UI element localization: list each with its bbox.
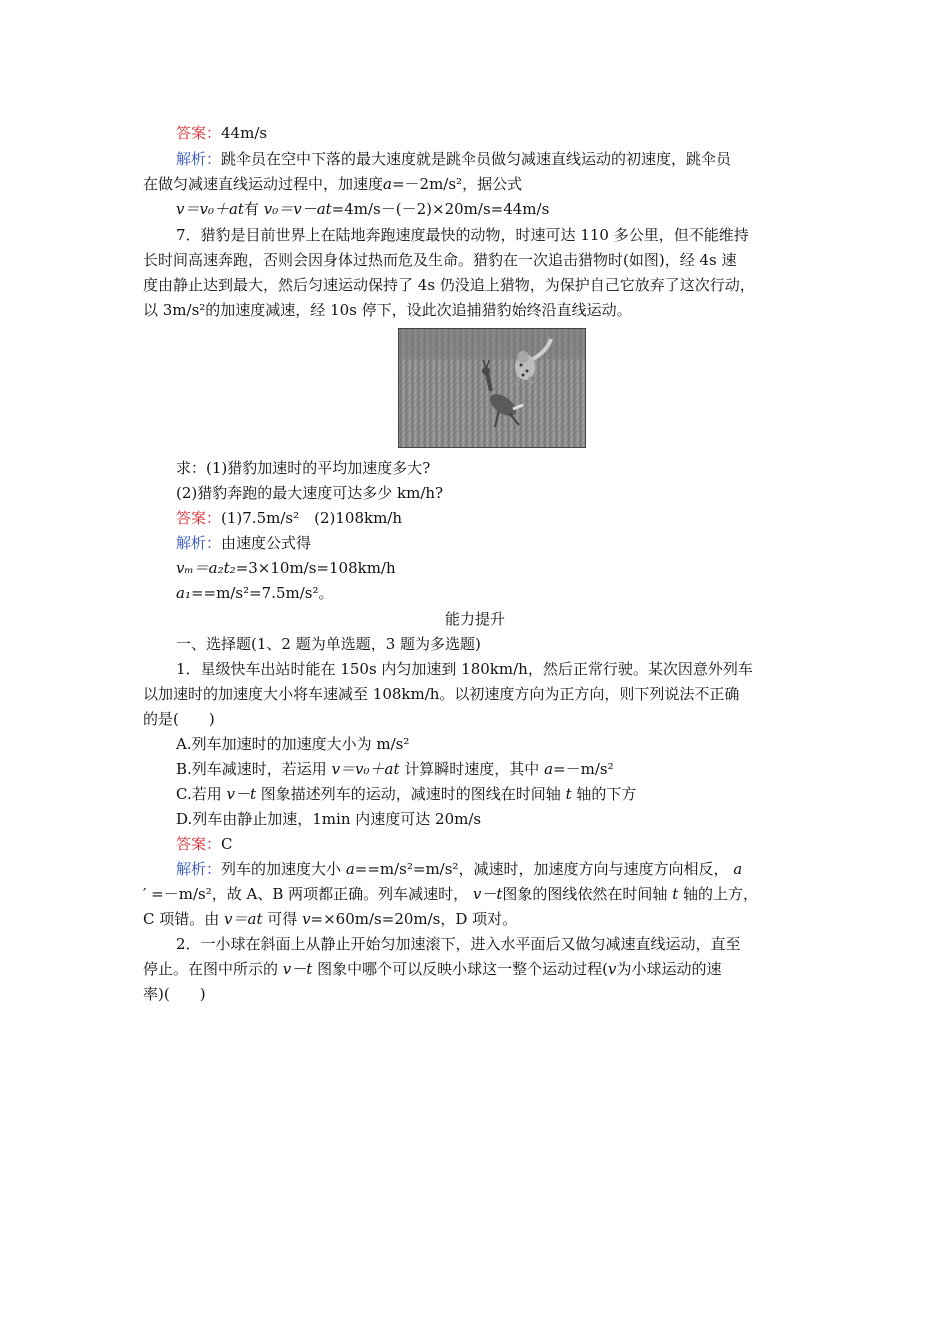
photo-illustration [399,329,585,447]
q6-analysis-line3: v＝v₀＋at有 v₀＝v－at=4m/s－(－2)×20m/s=44m/s [176,200,550,218]
q7-analysis-line1: 解析：由速度公式得 [176,534,312,552]
q7-line3: 度由静止达到最大，然后匀速运动保持了 4s 仍没追上猎物，为保护自己它放弃了这次行动， [143,276,755,294]
p2-line2: 停止。在图中所示的 v－t 图象中哪个可以反映小球这一整个运动过程(v为小球运动的速 [143,960,722,978]
p1-option-d: D.列车由静止加速，1min 内速度可达 20m/s [176,810,482,828]
q7-line2: 长时间高速奔跑，否则会因身体过热而危及生命。猎豹在一次追击猎物时(如图)，经 4s 速 [143,251,737,269]
p1-line3: 的是( ) [143,710,215,728]
p1-analysis-line2: ′ =－m/s²，故 A、B 两项都正确。列车减速时， v－t图象的图线依然在时间轴 t 轴的上方， [143,885,759,903]
answer-label: 答案： [176,835,222,853]
q7-answer [176,506,402,530]
q7-line1: 7．猎豹是目前世界上在陆地奔跑速度最快的动物，时速可达 110 多公里，但不能维持 [176,226,749,244]
analysis-label: 解析： [176,150,222,168]
cheetah-chasing-gazelle-photo [398,328,586,448]
q6-analysis-line2: 在做匀减速直线运动过程中，加速度a=－2m/s²，据公式 [143,175,523,193]
q7-analysis-line2: vₘ＝a₂t₂=3×10m/s=108km/h [176,559,396,577]
q7-analysis-line3: a₁==m/s²=7.5m/s²。 [176,584,334,602]
q7-sub2: (2)猎豹奔跑的最大速度可达多少 km/h? [176,484,444,502]
p1-line2: 以加速时的加速度大小将车速减至 108km/h。以初速度方向为正方向，则下列说法不正确 [143,685,740,703]
p1-option-b: B.列车减速时，若运用 v＝v₀＋at 计算瞬时速度，其中 a=－m/s² [176,760,614,778]
section-title: 能力提升 [444,610,505,628]
answer-label: 答案： [176,124,222,142]
p2-line3: 率)( ) [143,985,206,1003]
q6-analysis-line1: 解析：跳伞员在空中下落的最大速度就是跳伞员做匀减速直线运动的初速度，跳伞员 [176,150,732,168]
q7-line4: 以 3m/s²的加速度减速，经 10s 停下，设此次追捕猎豹始终沿直线运动。 [143,301,632,319]
q6-answer [176,121,267,145]
analysis-label: 解析： [176,860,222,878]
part1-header: 一、选择题(1、2 题为单选题，3 题为多选题) [176,635,481,653]
answer-label: 答案： [176,509,222,527]
analysis-label: 解析： [176,534,222,552]
p1-line1: 1．星级快车出站时能在 150s 内匀加速到 180km/h，然后正常行驶。某次因意外列车 [176,660,753,678]
q7-sub1: 求：(1)猎豹加速时的平均加速度多大? [176,459,431,477]
p1-option-c: C.若用 v－t 图象描述列车的运动，减速时的图线在时间轴 t 轴的下方 [176,785,637,803]
answer-text: C [221,835,233,853]
answer-text: 44m/s [221,124,268,142]
p1-analysis-line3: C 项错。由 v＝at 可得 v=×60m/s=20m/s，D 项对。 [143,910,518,928]
answer-text: (1)7.5m/s² (2)108km/h [221,509,403,527]
p2-line1: 2．一小球在斜面上从静止开始匀加速滚下，进入水平面后又做匀减速直线运动，直至 [176,935,741,953]
p1-option-a: A.列车加速时的加速度大小为 m/s² [176,735,410,753]
p1-analysis-line1: 解析：列车的加速度大小 a==m/s²=m/s²，减速时，加速度方向与速度方向相反， a [176,860,743,878]
p1-answer [176,832,233,856]
